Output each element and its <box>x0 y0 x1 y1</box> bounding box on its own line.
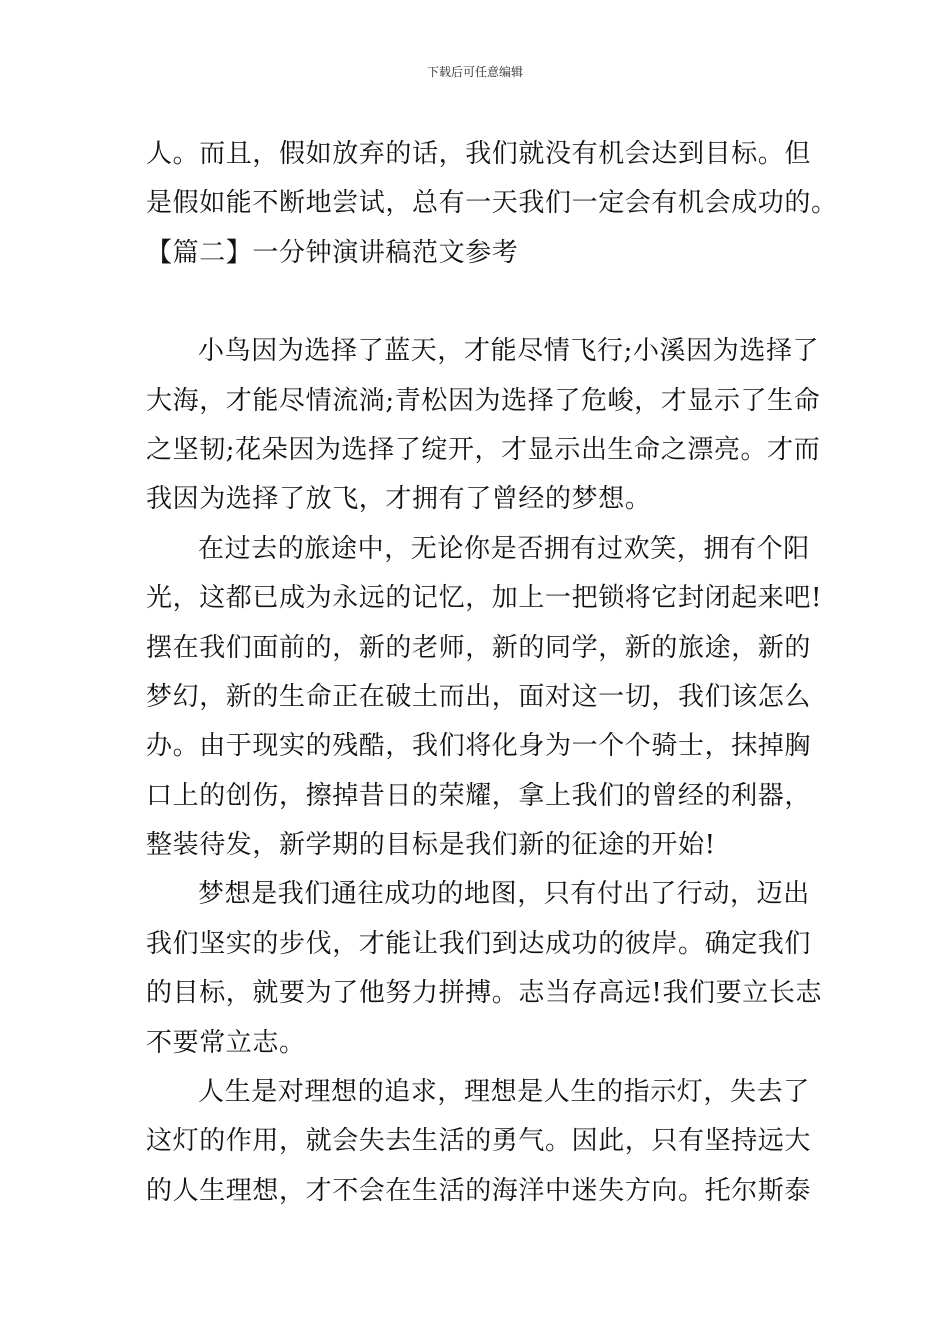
text-line: 我们坚实的步伐，才能让我们到达成功的彼岸。确定我们 <box>146 928 812 959</box>
text-line: 大海，才能尽情流淌;青松因为选择了危峻，才显示了生命 <box>146 385 821 416</box>
text-line: 摆在我们面前的，新的老师，新的同学，新的旅途，新的 <box>146 632 812 663</box>
text-line: 这灯的作用，就会失去生活的勇气。因此，只有坚持远大 <box>146 1126 812 1157</box>
text-line: 人生是对理想的追求，理想是人生的指示灯，失去了 <box>198 1077 810 1108</box>
text-line: 人。而且，假如放弃的话，我们就没有机会达到目标。但 <box>146 139 812 169</box>
text-line: 不要常立志。 <box>146 1027 306 1058</box>
text-line: 口上的创伤，擦掉昔日的荣耀，拿上我们的曾经的利器， <box>146 780 812 811</box>
paragraph-spacer <box>146 278 808 327</box>
page-header: 下载后可任意编辑 <box>426 65 523 79</box>
text-line: 之坚韧;花朵因为选择了绽开，才显示出生命之漂亮。才而 <box>146 434 821 465</box>
text-line: 的人生理想，才不会在生活的海洋中迷失方向。托尔斯泰 <box>146 1175 812 1206</box>
text-line: 梦幻，新的生命正在破土而出，面对这一切，我们该怎么 <box>146 681 812 712</box>
text-line: 我因为选择了放飞，才拥有了曾经的梦想。 <box>146 484 652 515</box>
text-line: 光，这都已成为永远的记忆，加上一把锁将它封闭起来吧! <box>146 583 823 614</box>
text-line: 的目标，就要为了他努力拼搏。志当存高远!我们要立长志 <box>146 978 823 1009</box>
text-line: 梦想是我们通往成功的地图，只有付出了行动，迈出 <box>198 879 810 910</box>
section-heading: 【篇二】一分钟演讲稿范文参考 <box>146 237 519 268</box>
text-line: 在过去的旅途中，无论你是否拥有过欢笑，拥有个阳 <box>198 533 810 564</box>
text-line: 小鸟因为选择了蓝天，才能尽情飞行;小溪因为选择了 <box>198 336 820 367</box>
document-body <box>146 130 838 1216</box>
text-line: 是假如能不断地尝试，总有一天我们一定会有机会成功的。 <box>146 188 838 219</box>
text-line: 整装待发，新学期的目标是我们新的征途的开始! <box>146 830 716 861</box>
text-line: 办。由于现实的残酷，我们将化身为一个个骑士，抹掉胸 <box>146 731 812 762</box>
